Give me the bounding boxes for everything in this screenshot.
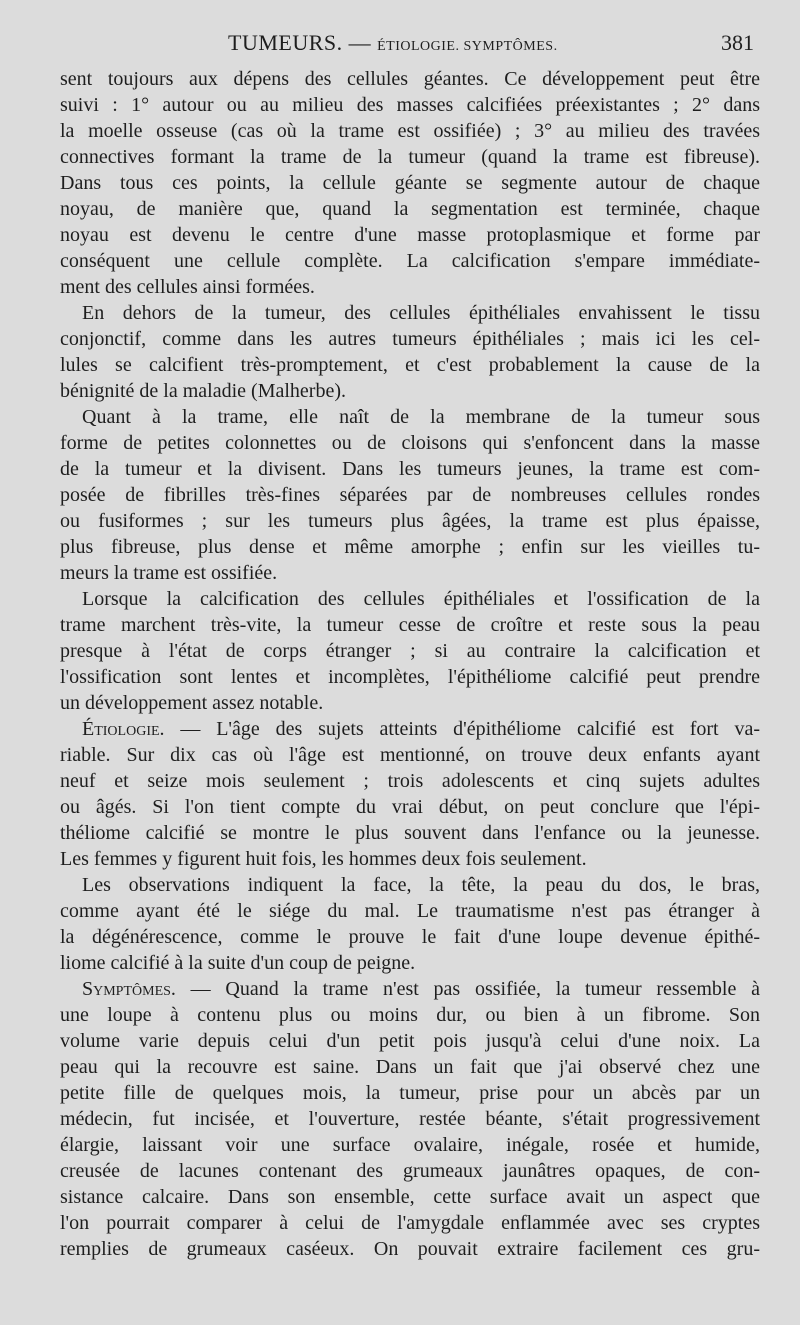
text-line: Lorsque la calcification des cellules épithéliales et l'ossification de la	[82, 588, 760, 610]
running-title-dash: —	[342, 30, 378, 55]
text-line: presque à l'état de corps étranger ; si au contraire la calcification et	[60, 640, 760, 662]
text-line: peau qui la recouvre est saine. Dans un fait que j'ai observé chez une	[60, 1056, 760, 1078]
text-line: plus fibreuse, plus dense et même amorphe ; enfin sur les vieilles tu-	[60, 536, 760, 558]
text-line: conséquent une cellule complète. La calcification s'empare immédiate-	[60, 250, 760, 272]
text-line: sistance calcaire. Dans son ensemble, cette surface avait un aspect que	[60, 1186, 760, 1208]
text-line: remplies de grumeaux caséeux. On pouvait extraire facilement ces gru-	[60, 1238, 760, 1260]
running-title-sub: ÉTIOLOGIE. SYMPTÔMES.	[377, 39, 558, 54]
section-heading: Symptômes.	[82, 978, 176, 1000]
text-line: liome calcifié à la suite d'un coup de peigne.	[60, 952, 416, 974]
text-line: posée de fibrilles très-fines séparées par de nombreuses cellules rondes	[60, 484, 760, 506]
text-line: Quant à la trame, elle naît de la membrane de la tumeur sous	[82, 406, 760, 428]
text-line: théliome calcifié se montre le plus souvent dans l'enfance ou la jeunesse.	[60, 822, 760, 844]
text-line: trame marchent très-vite, la tumeur cesse de croître et reste sous la peau	[60, 614, 760, 636]
text-line: Dans tous ces points, la cellule géante se segmente autour de chaque	[60, 172, 760, 194]
text-line: noyau est devenu le centre d'une masse protoplasmique et forme par	[60, 224, 760, 246]
text-line: connectives formant la trame de la tumeur (quand la trame est fibreuse).	[60, 146, 760, 168]
text-line: ment des cellules ainsi formées.	[60, 276, 315, 298]
text-line: Étiologie. — L'âge des sujets atteints d'épithéliome calcifié est fort va-	[82, 718, 760, 740]
text-line: suivi : 1° autour ou au milieu des masses calcifiées préexistantes ; 2° dans	[60, 94, 760, 116]
text-line: élargie, laissant voir une surface ovalaire, inégale, rosée et humide,	[60, 1134, 760, 1156]
text-line: médecin, fut incisée, et l'ouverture, restée béante, s'était progressivement	[60, 1108, 760, 1130]
text-line: une loupe à contenu plus ou moins dur, ou bien à un fibrome. Son	[60, 1004, 760, 1026]
text-line: ou fusiformes ; sur les tumeurs plus âgées, la trame est plus épaisse,	[60, 510, 760, 532]
text-line: lules se calcifient très-promptement, et c'est probablement la cause de la	[60, 354, 760, 376]
text-line: creusée de lacunes contenant des grumeaux jaunâtres opaques, de con-	[60, 1160, 760, 1182]
text-line: volume varie depuis celui d'un petit pois jusqu'à celui d'une noix. La	[60, 1030, 760, 1052]
text-line: l'ossification sont lentes et incomplètes, l'épithéliome calcifié peut prendre	[60, 666, 760, 688]
text-line: meurs la trame est ossifiée.	[60, 562, 278, 584]
text-line: noyau, de manière que, quand la segmentation est terminée, chaque	[60, 198, 760, 220]
text-line: la dégénérescence, comme le prouve le fait d'une loupe devenue épithé-	[60, 926, 760, 948]
text-line: riable. Sur dix cas où l'âge est mentionné, on trouve deux enfants ayant	[60, 744, 760, 766]
text-line: la moelle osseuse (cas où la trame est ossifiée) ; 3° au milieu des travées	[60, 120, 760, 142]
text-line: Symptômes. — Quand la trame n'est pas ossifiée, la tumeur ressemble à	[82, 978, 760, 1000]
text-line: En dehors de la tumeur, des cellules épithéliales envahissent le tissu	[82, 302, 760, 324]
body-text	[60, 66, 760, 1262]
text-line: bénignité de la maladie (Malherbe).	[60, 380, 346, 402]
page-header	[60, 30, 760, 60]
text-line: de la tumeur et la divisent. Dans les tumeurs jeunes, la trame est com-	[60, 458, 760, 480]
text-line: Les femmes y figurent huit fois, les hommes deux fois seulement.	[60, 848, 587, 870]
text-line: ou âgés. Si l'on tient compte du vrai début, on peut conclure que l'épi-	[60, 796, 760, 818]
text-line: un développement assez notable.	[60, 692, 324, 714]
text-line: Les observations indiquent la face, la tête, la peau du dos, le bras,	[82, 874, 760, 896]
running-title	[228, 30, 558, 56]
text-line: neuf et seize mois seulement ; trois adolescents et cinq sujets adultes	[60, 770, 760, 792]
running-title-main: TUMEURS.	[228, 30, 343, 55]
text-line: sent toujours aux dépens des cellules géantes. Ce développement peut être	[60, 68, 760, 90]
text-line: forme de petites colonnettes ou de cloisons qui s'enfoncent dans la masse	[60, 432, 760, 454]
text-line: l'on pourrait comparer à celui de l'amygdale enflammée avec ses cryptes	[60, 1212, 760, 1234]
section-heading: Étiologie.	[82, 718, 165, 740]
page-number: 381	[721, 30, 754, 55]
text-line: comme ayant été le siége du mal. Le traumatisme n'est pas étranger à	[60, 900, 760, 922]
text-line: conjonctif, comme dans les autres tumeurs épithéliales ; mais ici les cel-	[60, 328, 760, 350]
text-line: petite fille de quelques mois, la tumeur, prise pour un abcès par un	[60, 1082, 760, 1104]
